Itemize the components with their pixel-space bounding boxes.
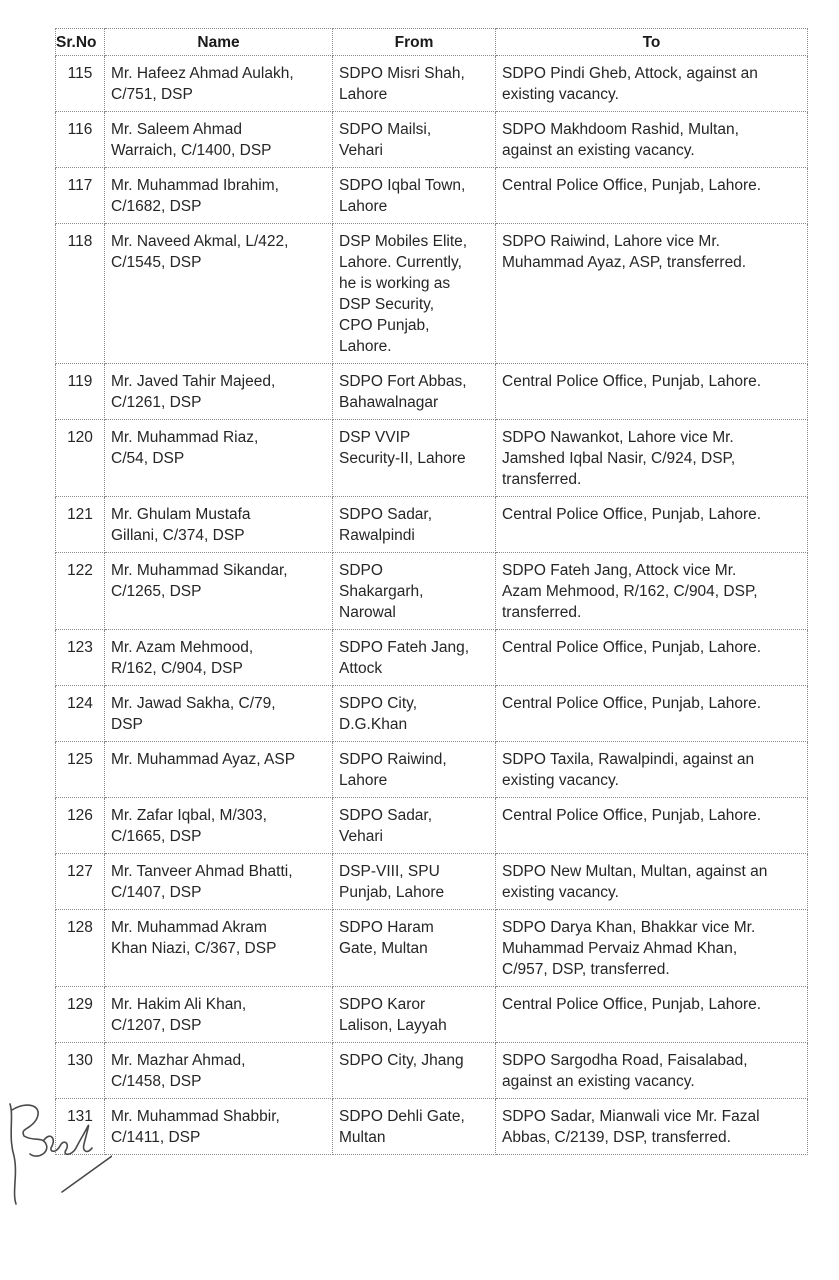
cell-name: Mr. Javed Tahir Majeed, C/1261, DSP bbox=[105, 364, 333, 420]
cell-from: SDPO Sadar, Rawalpindi bbox=[333, 497, 496, 553]
table-row bbox=[56, 112, 808, 168]
cell-from: SDPO Dehli Gate, Multan bbox=[333, 1099, 496, 1155]
table-row bbox=[56, 742, 808, 798]
cell-from: SDPO Fort Abbas, Bahawalnagar bbox=[333, 364, 496, 420]
cell-to: SDPO Raiwind, Lahore vice Mr. Muhammad Ayaz, ASP, transferred. bbox=[496, 224, 808, 364]
cell-to: SDPO Darya Khan, Bhakkar vice Mr. Muhammad Pervaiz Ahmad Khan, C/957, DSP, transferred. bbox=[496, 910, 808, 987]
cell-sr-no: 128 bbox=[56, 910, 105, 987]
column-header-sr-no: Sr.No bbox=[56, 29, 105, 56]
table-row bbox=[56, 224, 808, 364]
cell-name: Mr. Muhammad Riaz, C/54, DSP bbox=[105, 420, 333, 497]
table-row bbox=[56, 686, 808, 742]
cell-sr-no: 122 bbox=[56, 553, 105, 630]
cell-to: SDPO Taxila, Rawalpindi, against an existing vacancy. bbox=[496, 742, 808, 798]
cell-to: Central Police Office, Punjab, Lahore. bbox=[496, 168, 808, 224]
cell-to: SDPO Sargodha Road, Faisalabad, against an existing vacancy. bbox=[496, 1043, 808, 1099]
cell-sr-no: 125 bbox=[56, 742, 105, 798]
table-row bbox=[56, 168, 808, 224]
cell-name: Mr. Tanveer Ahmad Bhatti, C/1407, DSP bbox=[105, 854, 333, 910]
cell-name: Mr. Muhammad Ayaz, ASP bbox=[105, 742, 333, 798]
cell-from: DSP Mobiles Elite, Lahore. Currently, he is working as DSP Security, CPO Punjab, Lahore. bbox=[333, 224, 496, 364]
table-row bbox=[56, 987, 808, 1043]
cell-sr-no: 126 bbox=[56, 798, 105, 854]
cell-to: SDPO Sadar, Mianwali vice Mr. Fazal Abbas, C/2139, DSP, transferred. bbox=[496, 1099, 808, 1155]
cell-sr-no: 119 bbox=[56, 364, 105, 420]
cell-to: Central Police Office, Punjab, Lahore. bbox=[496, 497, 808, 553]
cell-sr-no: 120 bbox=[56, 420, 105, 497]
cell-name: Mr. Jawad Sakha, C/79, DSP bbox=[105, 686, 333, 742]
table-row bbox=[56, 798, 808, 854]
column-header-from: From bbox=[333, 29, 496, 56]
cell-from: SDPO Fateh Jang, Attock bbox=[333, 630, 496, 686]
cell-to: Central Police Office, Punjab, Lahore. bbox=[496, 686, 808, 742]
column-header-name: Name bbox=[105, 29, 333, 56]
table-row bbox=[56, 553, 808, 630]
cell-sr-no: 127 bbox=[56, 854, 105, 910]
column-header-to: To bbox=[496, 29, 808, 56]
cell-name: Mr. Saleem Ahmad Warraich, C/1400, DSP bbox=[105, 112, 333, 168]
cell-sr-no: 131 bbox=[56, 1099, 105, 1155]
cell-sr-no: 117 bbox=[56, 168, 105, 224]
cell-to: SDPO Pindi Gheb, Attock, against an existing vacancy. bbox=[496, 56, 808, 112]
cell-from: SDPO Karor Lalison, Layyah bbox=[333, 987, 496, 1043]
cell-from: SDPO Sadar, Vehari bbox=[333, 798, 496, 854]
cell-from: SDPO Shakargarh, Narowal bbox=[333, 553, 496, 630]
cell-to: SDPO Nawankot, Lahore vice Mr. Jamshed Iqbal Nasir, C/924, DSP, transferred. bbox=[496, 420, 808, 497]
cell-sr-no: 124 bbox=[56, 686, 105, 742]
cell-from: DSP-VIII, SPU Punjab, Lahore bbox=[333, 854, 496, 910]
table-row bbox=[56, 364, 808, 420]
cell-name: Mr. Ghulam Mustafa Gillani, C/374, DSP bbox=[105, 497, 333, 553]
cell-name: Mr. Zafar Iqbal, M/303, C/1665, DSP bbox=[105, 798, 333, 854]
cell-from: SDPO Mailsi, Vehari bbox=[333, 112, 496, 168]
table-row bbox=[56, 420, 808, 497]
cell-sr-no: 121 bbox=[56, 497, 105, 553]
transfer-table bbox=[55, 28, 808, 1155]
cell-from: SDPO City, D.G.Khan bbox=[333, 686, 496, 742]
transfer-order-sheet bbox=[55, 28, 807, 1155]
cell-sr-no: 123 bbox=[56, 630, 105, 686]
cell-from: SDPO Iqbal Town, Lahore bbox=[333, 168, 496, 224]
cell-to: Central Police Office, Punjab, Lahore. bbox=[496, 630, 808, 686]
table-row bbox=[56, 630, 808, 686]
cell-to: SDPO Makhdoom Rashid, Multan, against an existing vacancy. bbox=[496, 112, 808, 168]
cell-from: SDPO Haram Gate, Multan bbox=[333, 910, 496, 987]
cell-name: Mr. Muhammad Ibrahim, C/1682, DSP bbox=[105, 168, 333, 224]
table-row bbox=[56, 910, 808, 987]
table-row bbox=[56, 497, 808, 553]
cell-sr-no: 115 bbox=[56, 56, 105, 112]
cell-name: Mr. Naveed Akmal, L/422, C/1545, DSP bbox=[105, 224, 333, 364]
cell-from: SDPO Misri Shah, Lahore bbox=[333, 56, 496, 112]
cell-name: Mr. Muhammad Akram Khan Niazi, C/367, DSP bbox=[105, 910, 333, 987]
cell-sr-no: 116 bbox=[56, 112, 105, 168]
cell-name: Mr. Mazhar Ahmad, C/1458, DSP bbox=[105, 1043, 333, 1099]
table-header-row bbox=[56, 29, 808, 56]
cell-from: SDPO City, Jhang bbox=[333, 1043, 496, 1099]
table-row bbox=[56, 56, 808, 112]
cell-to: SDPO Fateh Jang, Attock vice Mr. Azam Mehmood, R/162, C/904, DSP, transferred. bbox=[496, 553, 808, 630]
cell-to: Central Police Office, Punjab, Lahore. bbox=[496, 798, 808, 854]
cell-sr-no: 129 bbox=[56, 987, 105, 1043]
cell-name: Mr. Hakim Ali Khan, C/1207, DSP bbox=[105, 987, 333, 1043]
cell-to: Central Police Office, Punjab, Lahore. bbox=[496, 364, 808, 420]
cell-name: Mr. Hafeez Ahmad Aulakh, C/751, DSP bbox=[105, 56, 333, 112]
cell-sr-no: 130 bbox=[56, 1043, 105, 1099]
table-row bbox=[56, 1043, 808, 1099]
cell-from: SDPO Raiwind, Lahore bbox=[333, 742, 496, 798]
table-row bbox=[56, 1099, 808, 1155]
cell-sr-no: 118 bbox=[56, 224, 105, 364]
table-row bbox=[56, 854, 808, 910]
cell-to: Central Police Office, Punjab, Lahore. bbox=[496, 987, 808, 1043]
cell-name: Mr. Muhammad Shabbir, C/1411, DSP bbox=[105, 1099, 333, 1155]
cell-name: Mr. Azam Mehmood, R/162, C/904, DSP bbox=[105, 630, 333, 686]
cell-to: SDPO New Multan, Multan, against an existing vacancy. bbox=[496, 854, 808, 910]
cell-from: DSP VVIP Security-II, Lahore bbox=[333, 420, 496, 497]
cell-name: Mr. Muhammad Sikandar, C/1265, DSP bbox=[105, 553, 333, 630]
